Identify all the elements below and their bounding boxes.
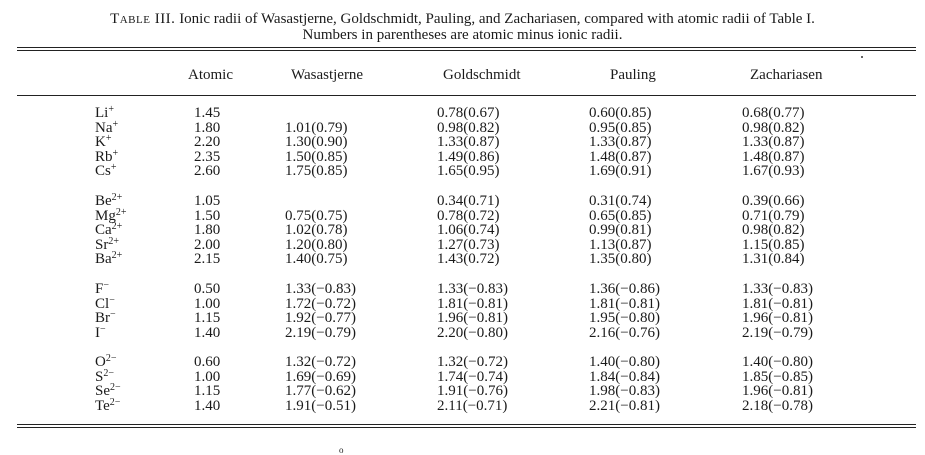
goldschmidt-cell: 1.33(0.87) bbox=[437, 134, 500, 151]
wasastjerne-cell: 1.50(0.85) bbox=[285, 148, 348, 165]
goldschmidt-cell: 0.78(0.67) bbox=[437, 105, 500, 121]
ion-charge: + bbox=[112, 147, 119, 159]
wasastjerne-cell: 1.02(0.78) bbox=[285, 222, 348, 239]
goldschmidt-cell: 2.11(−0.71) bbox=[437, 397, 508, 414]
ion-charge: − bbox=[100, 323, 106, 335]
ion-symbol: Na bbox=[95, 119, 113, 136]
ion-symbol: Li bbox=[95, 105, 109, 121]
ion-label bbox=[95, 323, 106, 341]
zachariasen-cell: 0.71(0.79) bbox=[742, 207, 805, 224]
pauling-cell: 1.13(0.87) bbox=[589, 236, 652, 253]
ion-charge: 2+ bbox=[108, 235, 119, 247]
wasastjerne-cell: 1.75(0.85) bbox=[285, 163, 348, 180]
zachariasen-cell: 1.40(−0.80) bbox=[742, 354, 813, 370]
pauling-cell: 1.33(0.87) bbox=[589, 134, 652, 151]
ion-charge: − bbox=[109, 294, 115, 306]
ion-charge: − bbox=[110, 309, 116, 321]
goldschmidt-cell: 1.65(0.95) bbox=[437, 163, 500, 180]
footer-mark: o bbox=[339, 445, 344, 455]
goldschmidt-cell: 0.78(0.72) bbox=[437, 207, 500, 224]
pauling-cell: 1.36(−0.86) bbox=[589, 281, 660, 297]
goldschmidt-cell: 1.74(−0.74) bbox=[437, 368, 508, 385]
ion-charge: + bbox=[110, 162, 117, 174]
ion-charge: 2+ bbox=[115, 206, 127, 218]
wasastjerne-cell: 1.32(−0.72) bbox=[285, 354, 356, 370]
ion-symbol: Rb bbox=[95, 148, 113, 165]
atomic-cell: 2.20 bbox=[194, 134, 221, 151]
goldschmidt-cell: 1.33(−0.83) bbox=[437, 281, 508, 297]
ion-symbol: O bbox=[95, 354, 106, 370]
ion-symbol: Be bbox=[95, 193, 112, 209]
ion-symbol: Ba bbox=[95, 251, 112, 268]
wasastjerne-cell: 0.75(0.75) bbox=[285, 207, 348, 224]
zachariasen-cell: 1.31(0.84) bbox=[742, 251, 805, 268]
ion-label bbox=[95, 135, 111, 150]
ion-label bbox=[95, 164, 116, 179]
zachariasen-cell: 2.18(−0.78) bbox=[742, 397, 813, 414]
goldschmidt-cell: 1.43(0.72) bbox=[437, 251, 500, 268]
goldschmidt-cell: 1.91(−0.76) bbox=[437, 383, 508, 400]
goldschmidt-cell: 1.32(−0.72) bbox=[437, 354, 508, 370]
ion-symbol: F bbox=[95, 281, 104, 297]
top-rule bbox=[17, 47, 916, 48]
ion-charge: 2− bbox=[110, 382, 121, 394]
caption-text-1: Ionic radii of Wasastjerne, Goldschmidt, Pauling, and Zachariasen, compared with atomic radii of Table I. bbox=[179, 11, 815, 27]
header-pauling: Pauling bbox=[610, 67, 656, 83]
atomic-cell: 2.60 bbox=[194, 163, 221, 180]
ion-charge: 2− bbox=[103, 367, 114, 379]
wasastjerne-cell: 1.72(−0.72) bbox=[285, 295, 356, 312]
zachariasen-cell: 1.96(−0.81) bbox=[742, 310, 813, 327]
ion-symbol: Br bbox=[95, 310, 110, 327]
ion-charge: + bbox=[105, 133, 112, 145]
atomic-cell: 1.05 bbox=[194, 193, 221, 209]
pauling-cell: 0.99(0.81) bbox=[589, 222, 652, 239]
pauling-cell: 1.40(−0.80) bbox=[589, 354, 660, 370]
table-label: Table III. bbox=[110, 11, 176, 27]
goldschmidt-cell: 1.81(−0.81) bbox=[437, 295, 508, 312]
ion-charge: 2+ bbox=[111, 192, 123, 203]
ion-charge: 2+ bbox=[111, 250, 123, 262]
ion-charge: 2− bbox=[105, 353, 117, 364]
goldschmidt-cell: 2.20(−0.80) bbox=[437, 324, 508, 341]
zachariasen-cell: 0.68(0.77) bbox=[742, 105, 805, 121]
zachariasen-cell: 1.85(−0.85) bbox=[742, 368, 813, 385]
goldschmidt-cell: 1.49(0.86) bbox=[437, 148, 500, 165]
atomic-cell: 0.60 bbox=[194, 354, 221, 370]
ion-charge: − bbox=[103, 280, 109, 291]
zachariasen-cell: 1.81(−0.81) bbox=[742, 295, 813, 312]
wasastjerne-cell: 1.20(0.80) bbox=[285, 236, 348, 253]
header-goldschmidt: Goldschmidt bbox=[443, 67, 521, 83]
ion-symbol: Ca bbox=[95, 222, 112, 239]
zachariasen-cell: 1.48(0.87) bbox=[742, 148, 805, 165]
zachariasen-cell: 1.67(0.93) bbox=[742, 163, 805, 180]
ion-symbol: Cl bbox=[95, 295, 110, 312]
caption-line-1 bbox=[0, 11, 925, 27]
pauling-cell: 0.31(0.74) bbox=[589, 193, 652, 209]
goldschmidt-cell: 1.06(0.74) bbox=[437, 222, 500, 239]
pauling-cell: 2.21(−0.81) bbox=[589, 397, 660, 414]
ion-symbol: Se bbox=[95, 383, 110, 400]
goldschmidt-cell: 0.98(0.82) bbox=[437, 119, 500, 136]
ion-label bbox=[95, 396, 121, 414]
atomic-cell: 1.80 bbox=[194, 222, 221, 239]
bottom-rule bbox=[17, 424, 916, 425]
pauling-cell: 0.65(0.85) bbox=[589, 207, 652, 224]
zachariasen-cell: 1.33(0.87) bbox=[742, 134, 805, 151]
zachariasen-cell: 0.98(0.82) bbox=[742, 222, 805, 239]
atomic-cell: 1.45 bbox=[194, 105, 221, 121]
atomic-cell: 1.15 bbox=[194, 383, 221, 400]
header-atomic: Atomic bbox=[188, 67, 233, 83]
atomic-cell: 2.35 bbox=[194, 148, 221, 165]
atomic-cell: 1.15 bbox=[194, 310, 221, 327]
wasastjerne-cell: 1.30(0.90) bbox=[285, 134, 348, 151]
zachariasen-cell: 0.39(0.66) bbox=[742, 193, 805, 209]
ion-symbol: S bbox=[95, 368, 104, 385]
ion-charge: 2+ bbox=[111, 221, 123, 233]
atomic-cell: 1.00 bbox=[194, 368, 221, 385]
atomic-cell: 1.00 bbox=[194, 295, 221, 312]
pauling-cell: 2.16(−0.76) bbox=[589, 324, 660, 341]
atomic-cell: 2.00 bbox=[194, 236, 221, 253]
wasastjerne-cell: 1.69(−0.69) bbox=[285, 368, 356, 385]
top-rule-double bbox=[17, 50, 916, 51]
goldschmidt-cell: 1.96(−0.81) bbox=[437, 310, 508, 327]
atomic-cell: 1.40 bbox=[194, 397, 221, 414]
pauling-cell: 1.69(0.91) bbox=[589, 163, 652, 180]
atomic-cell: 0.50 bbox=[194, 281, 221, 297]
header-rule bbox=[17, 95, 916, 96]
header-zachariasen: Zachariasen bbox=[750, 67, 823, 83]
zachariasen-cell: 2.19(−0.79) bbox=[742, 324, 813, 341]
pauling-cell: 1.95(−0.80) bbox=[589, 310, 660, 327]
wasastjerne-cell: 1.77(−0.62) bbox=[285, 383, 356, 400]
wasastjerne-cell: 1.40(0.75) bbox=[285, 251, 348, 268]
goldschmidt-cell: 0.34(0.71) bbox=[437, 193, 500, 209]
ion-charge: + bbox=[112, 118, 119, 130]
ion-charge: + bbox=[108, 104, 114, 115]
ion-label bbox=[95, 106, 114, 121]
ion-symbol: Cs bbox=[95, 163, 111, 180]
zachariasen-cell: 1.33(−0.83) bbox=[742, 281, 813, 297]
goldschmidt-cell: 1.27(0.73) bbox=[437, 236, 500, 253]
atomic-cell: 2.15 bbox=[194, 251, 221, 268]
wasastjerne-cell: 1.33(−0.83) bbox=[285, 281, 356, 297]
header-wasastjerne: Wasastjerne bbox=[291, 67, 364, 83]
ion-label bbox=[95, 252, 122, 267]
ion-symbol: Te bbox=[95, 397, 110, 414]
wasastjerne-cell: 1.91(−0.51) bbox=[285, 397, 356, 414]
pauling-cell: 1.35(0.80) bbox=[589, 251, 652, 268]
stray-mark bbox=[861, 56, 863, 58]
pauling-cell: 1.98(−0.83) bbox=[589, 383, 660, 400]
bottom-rule-double bbox=[17, 427, 916, 428]
ion-symbol: K bbox=[95, 134, 106, 151]
zachariasen-cell: 1.15(0.85) bbox=[742, 236, 805, 253]
pauling-cell: 1.81(−0.81) bbox=[589, 295, 660, 312]
ion-label bbox=[95, 282, 109, 297]
ion-charge: 2− bbox=[109, 396, 121, 408]
atomic-cell: 1.80 bbox=[194, 119, 221, 136]
wasastjerne-cell: 2.19(−0.79) bbox=[285, 324, 356, 341]
atomic-cell: 1.50 bbox=[194, 207, 221, 224]
zachariasen-cell: 1.96(−0.81) bbox=[742, 383, 813, 400]
wasastjerne-cell: 1.92(−0.77) bbox=[285, 310, 356, 327]
pauling-cell: 1.84(−0.84) bbox=[589, 368, 660, 385]
ion-symbol: Mg bbox=[95, 207, 116, 224]
ion-symbol: I bbox=[95, 324, 100, 341]
pauling-cell: 1.48(0.87) bbox=[589, 148, 652, 165]
wasastjerne-cell: 1.01(0.79) bbox=[285, 119, 348, 136]
zachariasen-cell: 0.98(0.82) bbox=[742, 119, 805, 136]
table-caption bbox=[0, 11, 925, 43]
atomic-cell: 1.40 bbox=[194, 324, 221, 341]
pauling-cell: 0.95(0.85) bbox=[589, 119, 652, 136]
pauling-cell: 0.60(0.85) bbox=[589, 105, 652, 121]
ion-symbol: Sr bbox=[95, 236, 109, 253]
caption-line-2: Numbers in parentheses are atomic minus ionic radii. bbox=[302, 27, 623, 43]
